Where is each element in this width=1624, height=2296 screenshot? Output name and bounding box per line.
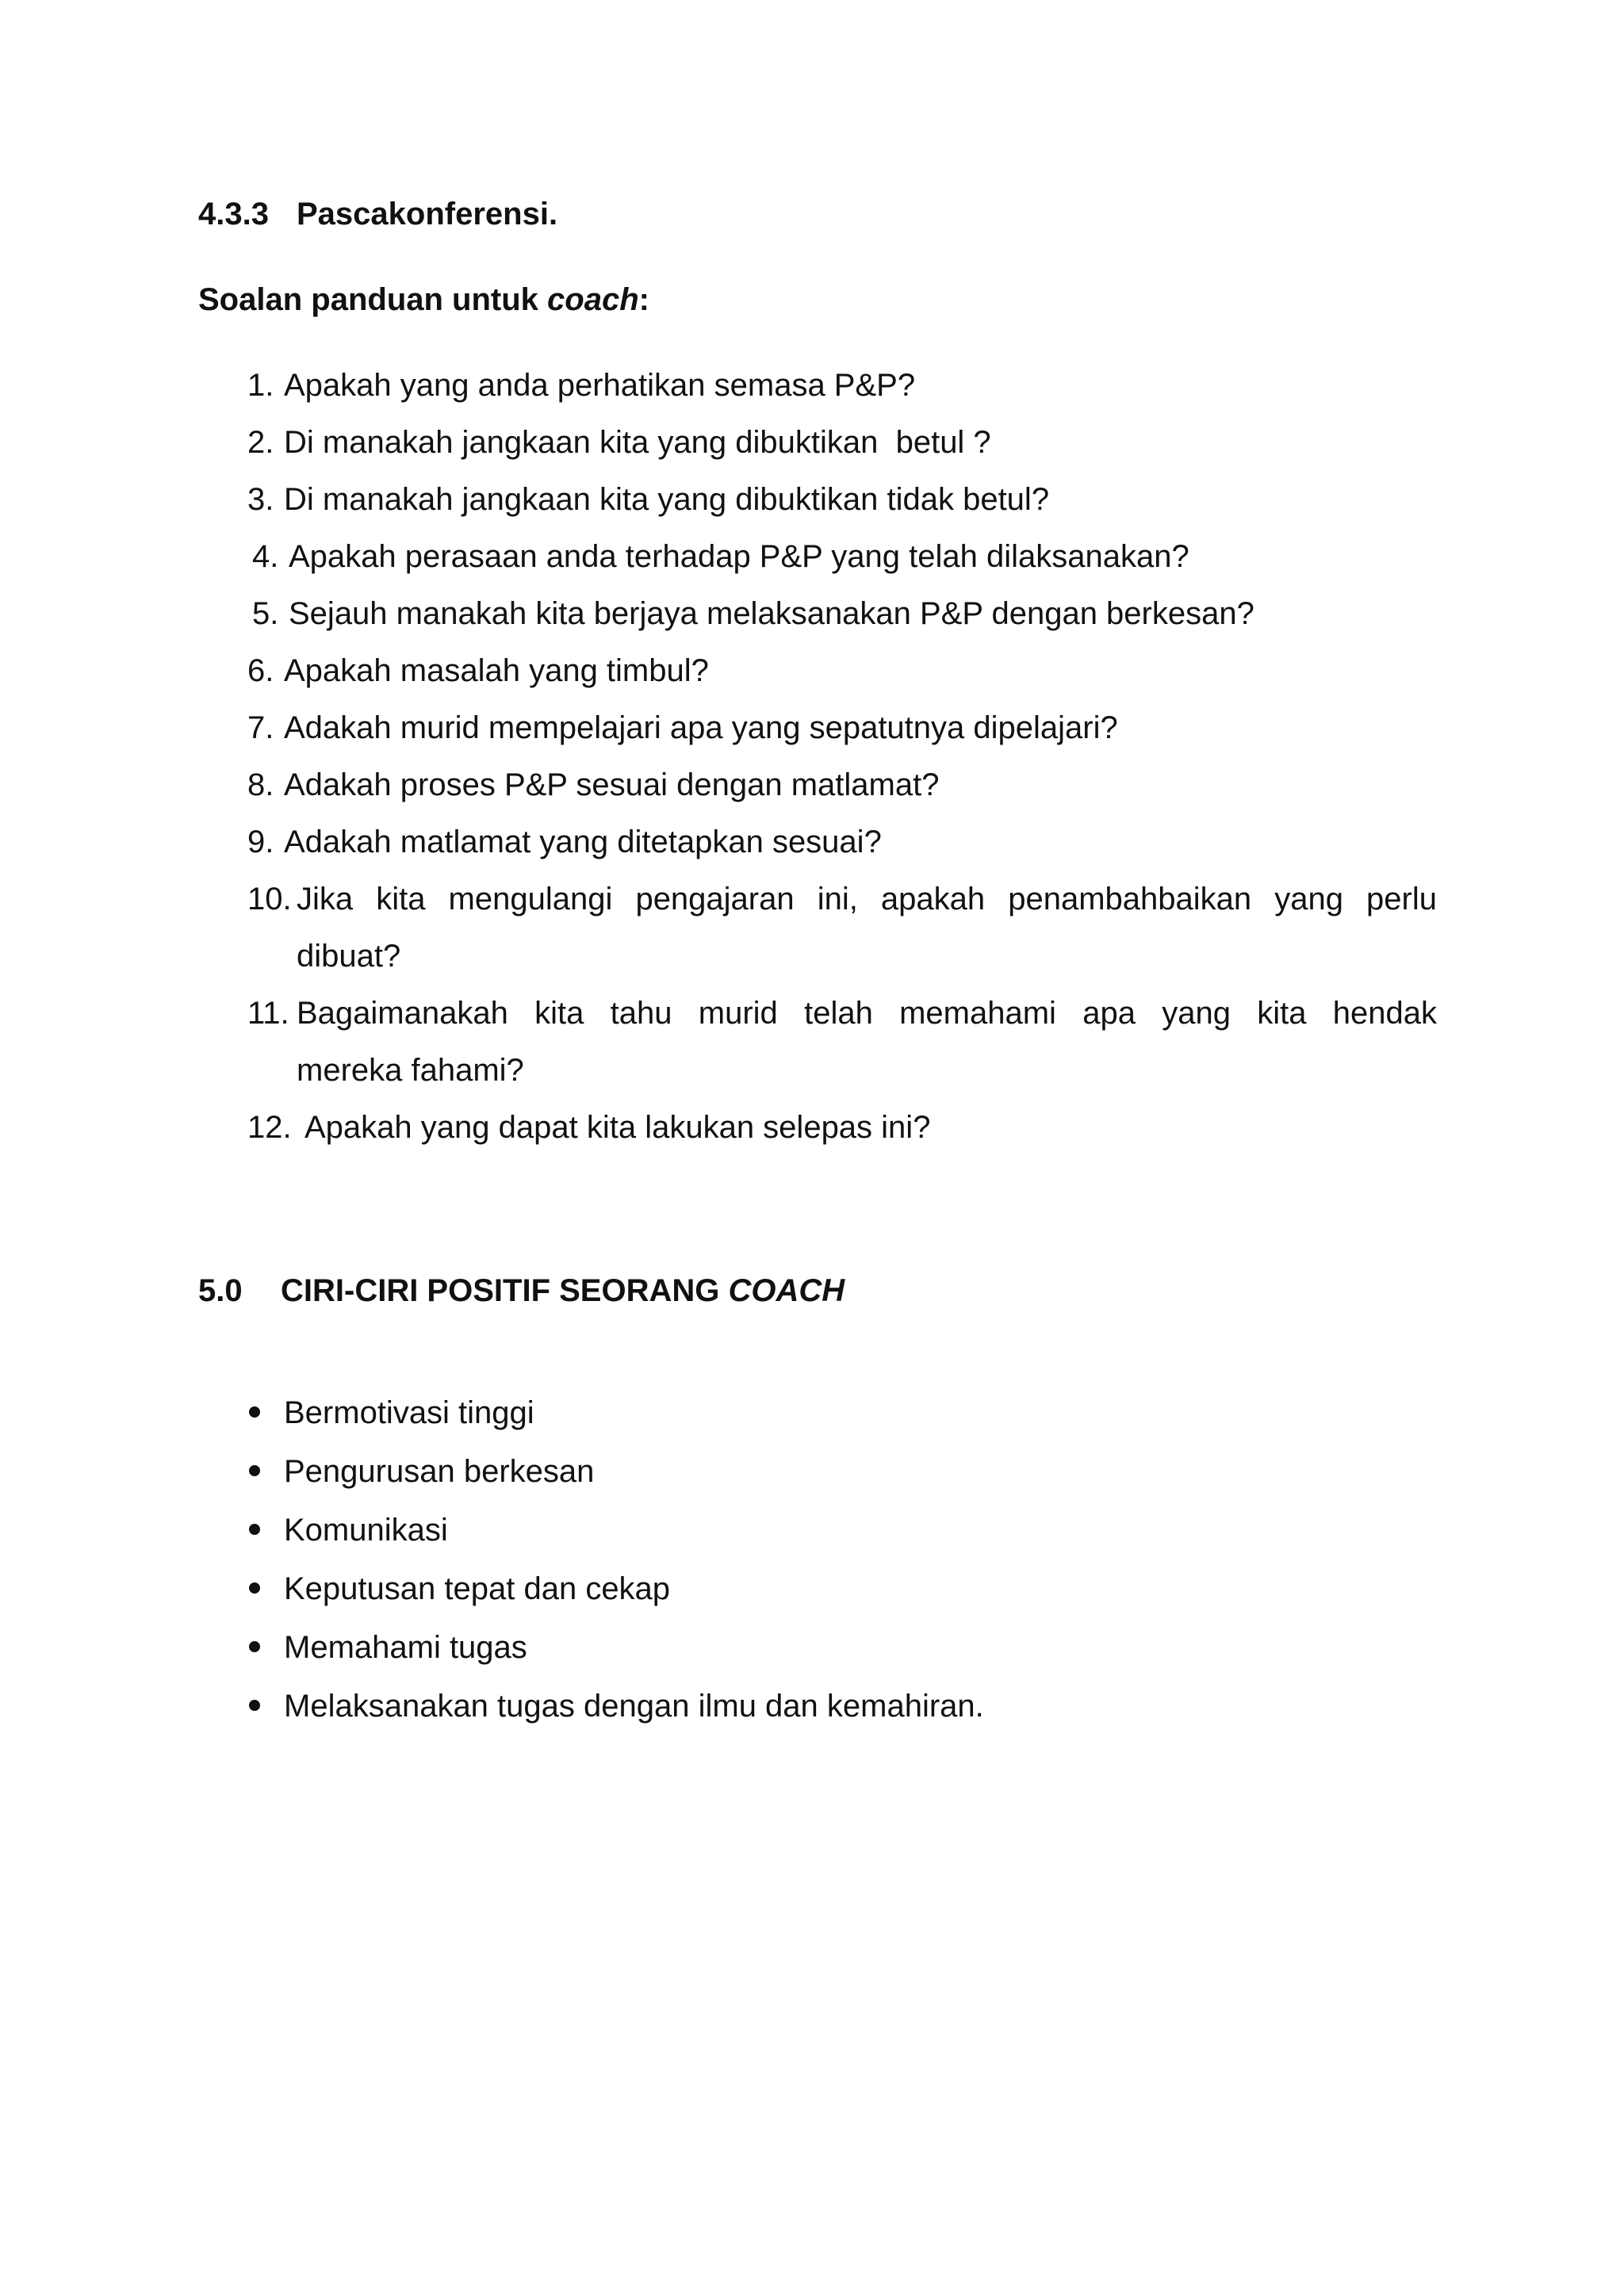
- list-item-text: Sejauh manakah kita berjaya melaksanakan P&P dengan berkesan?: [289, 596, 1254, 631]
- section-433-number: 4.3.3: [198, 197, 269, 232]
- list-item-number: 4.: [252, 539, 279, 574]
- bullet-icon: [249, 1465, 260, 1476]
- list-item-text: Melaksanakan tugas dengan ilmu dan kemahiran.: [284, 1689, 984, 1724]
- list-item-number: 3.: [247, 482, 274, 517]
- section-50-number: 5.0: [198, 1273, 243, 1308]
- list-item-text: Di manakah jangkaan kita yang dibuktikan betul ?: [284, 425, 991, 460]
- guide-heading: [198, 281, 649, 319]
- bullet-icon: [249, 1700, 260, 1711]
- list-item-number: 1.: [247, 368, 274, 403]
- list-item-number: 10.: [247, 882, 292, 916]
- list-item-text-continued: dibuat?: [297, 939, 401, 974]
- bullet-icon: [249, 1524, 260, 1535]
- list-item-text: Adakah proses P&P sesuai dengan matlamat?: [284, 767, 940, 802]
- list-item-number: 9.: [247, 825, 274, 859]
- list-item-text: Apakah yang dapat kita lakukan selepas ini?: [304, 1110, 931, 1145]
- list-item-text: Apakah perasaan anda terhadap P&P yang telah dilaksanakan?: [289, 539, 1189, 574]
- list-item-text: Memahami tugas: [284, 1630, 527, 1665]
- bullet-icon: [249, 1406, 260, 1418]
- guide-heading-prefix: Soalan panduan untuk: [198, 282, 548, 317]
- section-50-title-italic: COACH: [728, 1273, 845, 1308]
- section-433-title: Pascakonferensi.: [297, 197, 558, 232]
- guide-heading-italic: coach: [547, 282, 639, 317]
- guide-heading-suffix: :: [638, 282, 649, 317]
- list-item-number: 6.: [247, 653, 274, 688]
- list-item-text: Bermotivasi tinggi: [284, 1395, 534, 1430]
- list-item-number: 8.: [247, 767, 274, 802]
- list-item-text: Adakah matlamat yang ditetapkan sesuai?: [284, 825, 882, 859]
- list-item-text-continued: mereka fahami?: [297, 1053, 524, 1088]
- section-50-title-prefix: CIRI-CIRI POSITIF SEORANG: [281, 1273, 729, 1308]
- list-item-text: Keputusan tepat dan cekap: [284, 1571, 671, 1606]
- list-item-text: Bagaimanakah kita tahu murid telah memahami apa yang kita hendak: [297, 996, 1437, 1031]
- list-item-text: Apakah yang anda perhatikan semasa P&P?: [284, 368, 916, 403]
- list-item-text: Jika kita mengulangi pengajaran ini, apakah penambahbaikan yang perlu: [297, 882, 1437, 916]
- list-item-text: Di manakah jangkaan kita yang dibuktikan tidak betul?: [284, 482, 1050, 517]
- list-item-text: Komunikasi: [284, 1513, 448, 1548]
- list-item-number: 5.: [252, 596, 279, 631]
- list-item-number: 7.: [247, 710, 274, 745]
- section-50-title: [281, 1272, 845, 1310]
- list-item-number: 2.: [247, 425, 274, 460]
- list-item-text: Apakah masalah yang timbul?: [284, 653, 709, 688]
- bullet-icon: [249, 1641, 260, 1652]
- list-item-text: Pengurusan berkesan: [284, 1454, 595, 1489]
- list-item-text: Adakah murid mempelajari apa yang sepatutnya dipelajari?: [284, 710, 1118, 745]
- list-item-number: 12.: [247, 1110, 292, 1145]
- list-item-number: 11.: [247, 996, 289, 1031]
- bullet-icon: [249, 1582, 260, 1594]
